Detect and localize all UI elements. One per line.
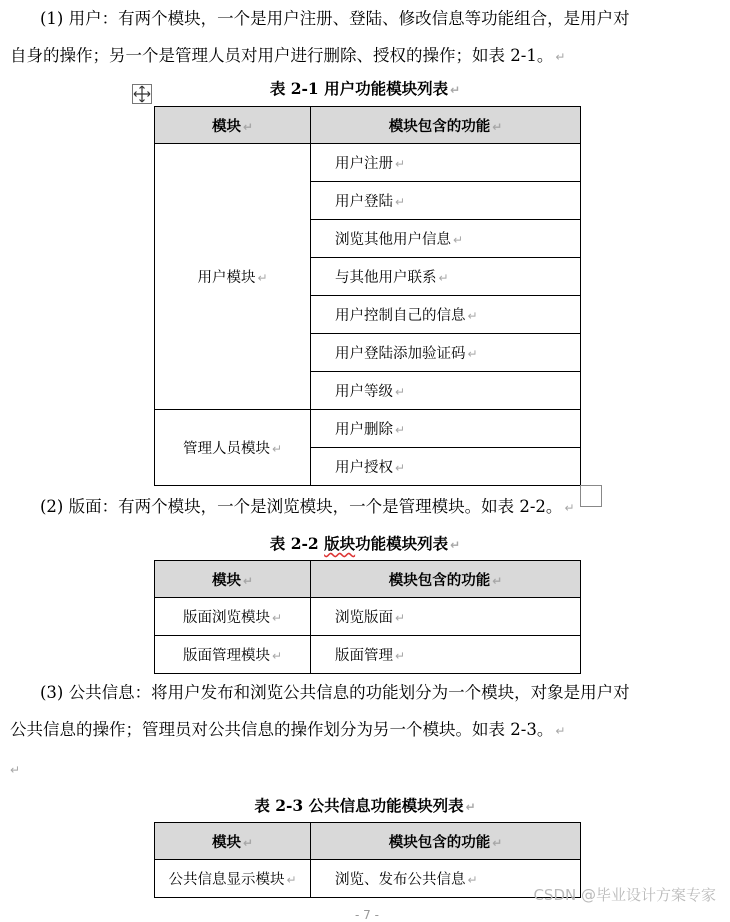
feature-cell: 用户等级 ↵ — [311, 372, 581, 410]
paragraph-1-line-2: 自身的操作；另一个是管理人员对用户进行删除、授权的操作；如表 2-1。 — [10, 46, 554, 65]
paragraph-3-line-1: (3) 公共信息：将用户发布和浏览公共信息的功能划分为一个模块，对象是用户对 — [40, 683, 630, 702]
table-2-caption-prefix: 表 2-2 — [269, 534, 325, 553]
table-3-header-function: 模块包含的功能 ↵ — [311, 823, 581, 860]
feature-cell: 用户授权 ↵ — [311, 448, 581, 486]
table-2-header-module: 模块 ↵ — [155, 561, 311, 598]
table-1-caption-text: 表 2-1 用户功能模块列表 — [269, 79, 449, 98]
module-cell: 版面浏览模块 ↵ — [155, 598, 311, 636]
feature-cell: 用户登陆添加验证码 ↵ — [311, 334, 581, 372]
feature-cell: 与其他用户联系 ↵ — [311, 258, 581, 296]
empty-paragraph-mark: ↵ — [10, 763, 21, 777]
table-2-caption-suffix: 功能模块列表 — [355, 534, 449, 553]
feature-cell: 用户控制自己的信息 ↵ — [311, 296, 581, 334]
table-row — [155, 636, 581, 674]
paragraph-3 — [10, 674, 726, 789]
table-row — [155, 144, 581, 182]
paragraph-2 — [10, 488, 726, 527]
paragraph-mark: ↵ — [450, 83, 461, 97]
table-3-caption — [0, 794, 730, 816]
table-row — [155, 860, 581, 898]
paragraph-3-line-2: 公共信息的操作；管理员对公共信息的操作划分为另一个模块。如表 2-3。 — [10, 720, 554, 739]
table-2-caption — [0, 532, 730, 554]
paragraph-mark: ↵ — [465, 800, 476, 814]
paragraph-1-line-1: (1) 用户：有两个模块，一个是用户注册、登陆、修改信息等功能组合，是用户对 — [40, 9, 630, 28]
table-1-header-function: 模块包含的功能 ↵ — [311, 107, 581, 144]
paragraph-2-line-1: (2) 版面：有两个模块，一个是浏览模块，一个是管理模块。如表 2-2。 — [40, 497, 563, 516]
table-1-header-module: 模块 ↵ — [155, 107, 311, 144]
table-resize-handle[interactable] — [580, 485, 602, 507]
table-row — [155, 410, 581, 448]
feature-cell: 浏览版面 ↵ — [311, 598, 581, 636]
table-2-header-function: 模块包含的功能 ↵ — [311, 561, 581, 598]
feature-cell: 版面管理 ↵ — [311, 636, 581, 674]
paragraph-mark: ↵ — [450, 538, 461, 552]
page-number: - 7 - — [355, 908, 379, 922]
feature-cell: 用户注册 ↵ — [311, 144, 581, 182]
csdn-watermark: CSDN @毕业设计方案专家 — [533, 886, 716, 904]
paragraph-mark: ↵ — [564, 501, 575, 515]
module-cell: 管理人员模块 ↵ — [155, 410, 311, 486]
paragraph-1 — [10, 0, 726, 76]
table-3 — [154, 822, 581, 898]
module-cell: 版面管理模块 ↵ — [155, 636, 311, 674]
feature-cell: 用户删除 ↵ — [311, 410, 581, 448]
table-1-caption — [0, 77, 730, 99]
module-cell: 公共信息显示模块 ↵ — [155, 860, 311, 898]
paragraph-mark: ↵ — [555, 724, 566, 738]
table-3-header-module: 模块 ↵ — [155, 823, 311, 860]
table-2 — [154, 560, 581, 674]
spellcheck-underlined-word[interactable]: 版块 — [324, 534, 356, 553]
module-cell: 用户模块 ↵ — [155, 144, 311, 410]
table-1 — [154, 106, 581, 486]
feature-cell: 用户登陆 ↵ — [311, 182, 581, 220]
table-row — [155, 598, 581, 636]
paragraph-mark: ↵ — [555, 50, 566, 64]
feature-cell: 浏览其他用户信息 ↵ — [311, 220, 581, 258]
feature-cell: 浏览、发布公共信息 ↵ — [311, 860, 581, 898]
table-3-caption-text: 表 2-3 公共信息功能模块列表 — [254, 796, 464, 815]
